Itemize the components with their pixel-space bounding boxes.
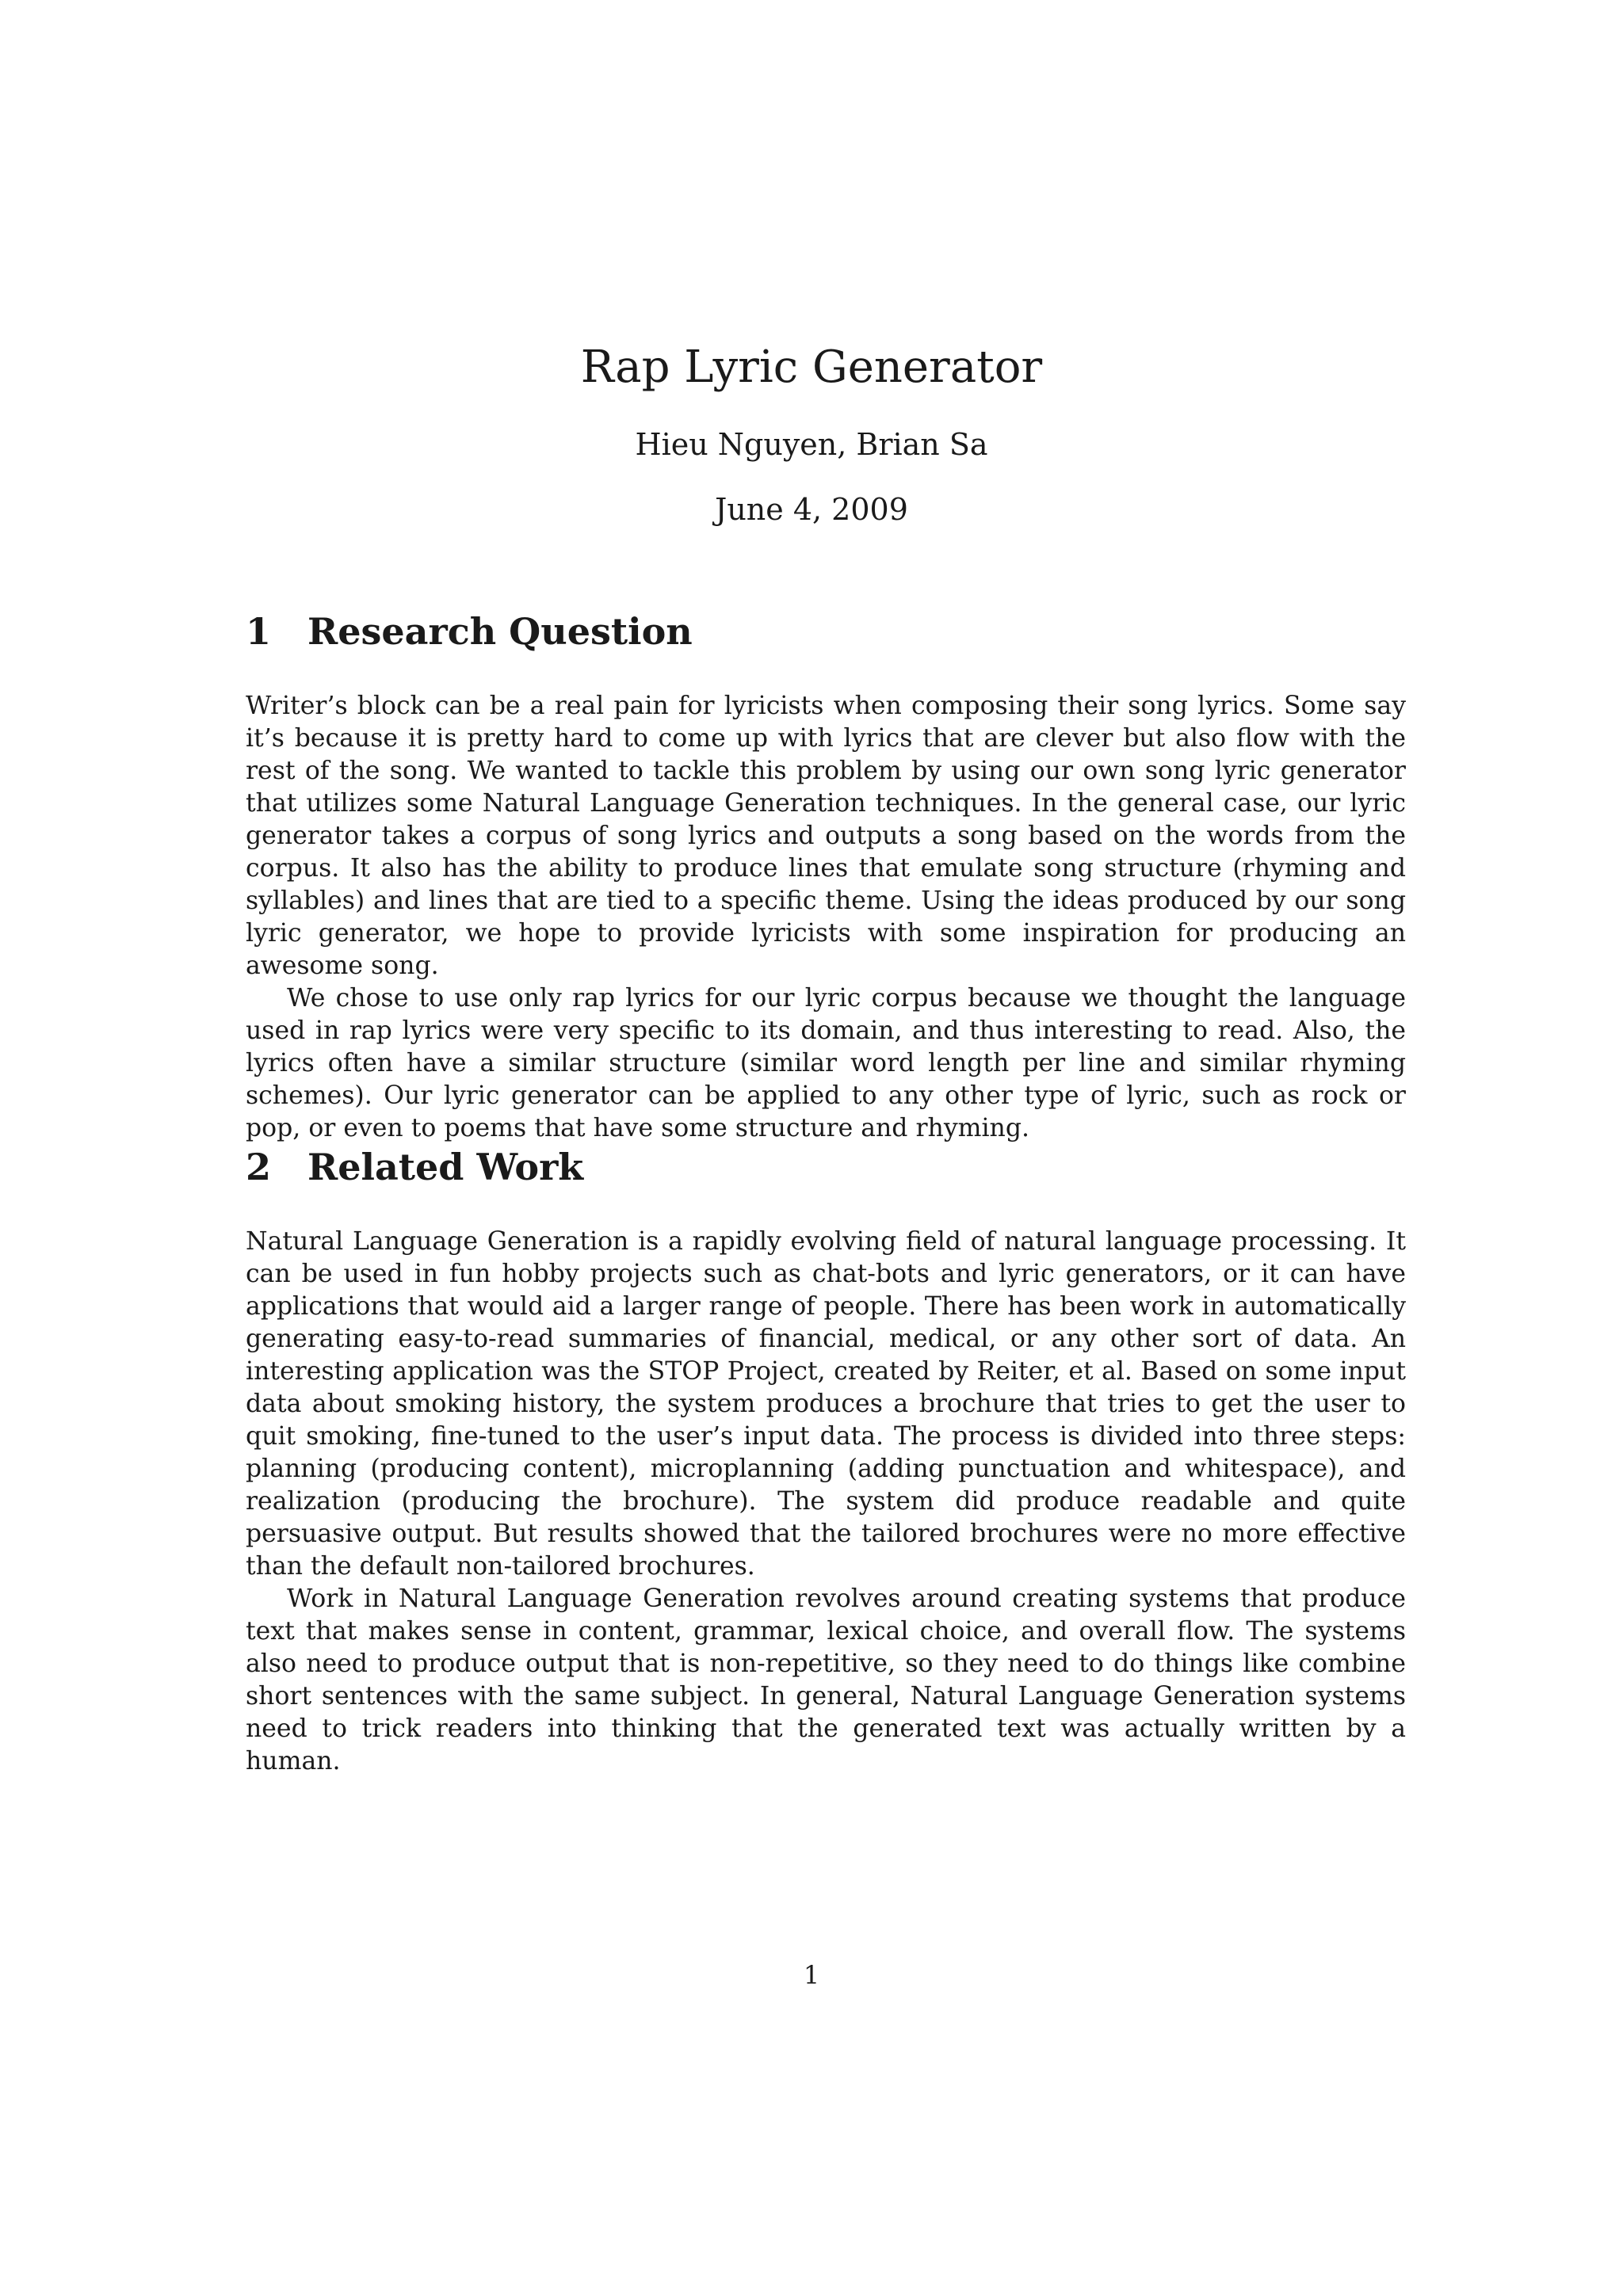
page-number: 1 xyxy=(803,1962,820,1990)
section-related-work xyxy=(246,1146,1406,1778)
section-title: Related Work xyxy=(307,1146,584,1188)
section-title: Research Question xyxy=(307,610,693,653)
section-research-question xyxy=(246,610,1406,1145)
title-block xyxy=(0,341,1623,528)
paragraph: We chose to use only rap lyrics for our lyric corpus because we thought the language used in rap lyrics were very specific to its domain, and thus interesting to read. Also, the lyrics often have a similar structure (similar word length per line and similar rhyming schemes). Our lyric generator can be applied to any other type of lyric, such as rock or pop, or even to poems that have some structure and rhyming. xyxy=(246,984,1406,1143)
paragraph: Writer’s block can be a real pain for lyricists when composing their song lyrics. Some say it’s because it is pretty hard to come up with lyrics that are clever but also flow with the rest of the song. We wanted to tackle this problem by using our own song lyric generator that utilizes some Natural Language Generation techniques. In the general case, our lyric generator takes a corpus of song lyrics and outputs a song based on the words from the corpus. It also has the ability to produce lines that emulate song structure (rhyming and syllables) and lines that are tied to a specific theme. Using the ideas produced by our song lyric generator, we hope to provide lyricists with some inspiration for producing an awesome song. xyxy=(246,692,1406,981)
section-heading xyxy=(246,610,1406,654)
paper-date: June 4, 2009 xyxy=(715,491,908,527)
paragraph: Work in Natural Language Generation revolves around creating systems that produce text that makes sense in content, grammar, lexical choice, and overall flow. The systems also need to produce output that is non-repetitive, so they need to do things like combine short sentences with the same subject. In general, Natural Language Generation systems need to trick readers into thinking that the generated text was actually written by a human. xyxy=(246,1585,1406,1776)
section-number: 2 xyxy=(246,1146,272,1188)
section-number: 1 xyxy=(246,610,272,653)
paragraph: Natural Language Generation is a rapidly evolving field of natural language processing. It can be used in fun hobby projects such as chat-bots and lyric generators, or it can have applications that would aid a larger range of people. There has been work in automatically generating easy-to-read summaries of financial, medical, or any other sort of data. An interesting application was the STOP Project, created by Reiter, et al. Based on some input data about smoking history, the system produces a brochure that tries to get the user to quit smoking, fine-tuned to the user’s input data. The process is divided into three steps: planning (producing content), microplanning (adding punctuation and whitespace), and realization (producing the brochure). The system did produce readable and quite persuasive output. But results showed that the tailored brochures were no more effective than the default non-tailored brochures. xyxy=(246,1227,1406,1581)
section-heading xyxy=(246,1146,1406,1189)
paper-title: Rap Lyric Generator xyxy=(580,341,1043,393)
paper-authors: Hieu Nguyen, Brian Sa xyxy=(635,427,988,463)
